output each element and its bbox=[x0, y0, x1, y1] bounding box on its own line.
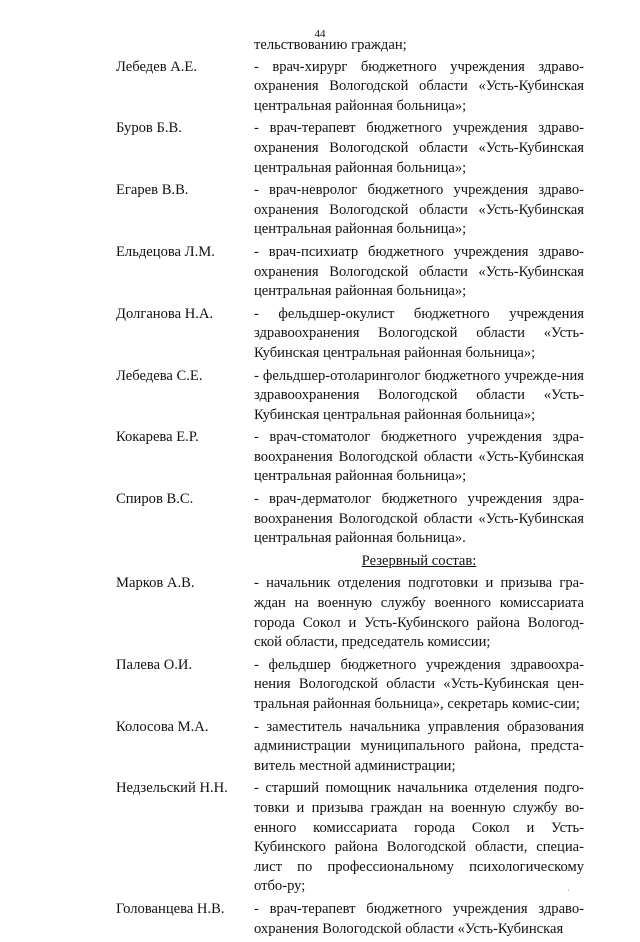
footer-mark: · bbox=[567, 886, 570, 895]
member-role: - фельдшер-отоларинголог бюджетного учрежде-ния здравоохранения Вологодской области «Усть-Кубинская центральная районная больница»; bbox=[254, 367, 584, 423]
reserve-name: Марков А.В. bbox=[116, 575, 195, 592]
member-entry bbox=[116, 58, 584, 117]
member-entry bbox=[116, 119, 584, 178]
member-role: - врач-терапевт бюджетного учреждения здраво-охранения Вологодской области «Усть-Кубинская центральная районная больница»; bbox=[254, 120, 584, 176]
reserve-name: Палева О.И. bbox=[116, 656, 193, 673]
page-number: 44 bbox=[314, 28, 326, 40]
reserve-name: Недзельский Н.Н. bbox=[116, 780, 228, 797]
member-entry bbox=[116, 428, 584, 487]
reserve-entry bbox=[116, 656, 584, 715]
reserve-heading: Резервный состав: bbox=[361, 552, 477, 569]
reserve-name: Колосова М.А. bbox=[116, 718, 209, 735]
reserve-role: - старший помощник начальника отделения подго-товки и призыва граждан на военную службу во-енного комиссариата города Сокол и Усть-Кубинского района Вологодской области, специа-лист по профессиональному психологическому отбо-ру; bbox=[254, 780, 584, 895]
reserve-entry bbox=[116, 574, 584, 652]
member-role: - врач-психиатр бюджетного учреждения здраво-охранения Вологодской области «Усть-Кубинская центральная районная больница»; bbox=[254, 243, 584, 300]
member-entry bbox=[116, 305, 584, 364]
member-name: Лебедева С.Е. bbox=[116, 367, 203, 384]
main-members bbox=[116, 58, 584, 549]
member-entry bbox=[116, 490, 584, 549]
member-name: Кокарева Е.Р. bbox=[116, 429, 199, 446]
member-entry bbox=[116, 181, 584, 240]
member-role: - врач-дерматолог бюджетного учреждения здра-воохранения Вологодской области «Усть-Кубинская центральная районная больница». bbox=[254, 491, 584, 547]
reserve-role: - заместитель начальника управления образования администрации муниципального района, предста-витель местной администрации; bbox=[254, 718, 584, 774]
reserve-members bbox=[116, 574, 584, 939]
member-name: Лебедев А.Е. bbox=[116, 58, 197, 75]
member-entry bbox=[116, 367, 584, 426]
reserve-entry bbox=[116, 779, 584, 897]
reserve-entry bbox=[116, 718, 584, 777]
member-name: Ельдецова Л.М. bbox=[116, 243, 215, 260]
continuation-text: тельствованию граждан; bbox=[254, 37, 407, 53]
member-role: - фельдшер-окулист бюджетного учреждения здравоохранения Вологодской области «Усть-Кубинская центральная районная больница»; bbox=[254, 305, 584, 361]
member-role: - врач-невролог бюджетного учреждения здраво-охранения Вологодской области «Усть-Кубинская центральная районная больница»; bbox=[254, 182, 584, 238]
member-role: - врач-стоматолог бюджетного учреждения здра-воохранения Вологодской области «Усть-Кубинская центральная районная больница»; bbox=[254, 429, 584, 485]
reserve-role: - фельдшер бюджетного учреждения здравоохра-нения Вологодской области «Усть-Кубинская цен-тральная районная больница», секретарь комис-сии; bbox=[254, 656, 584, 712]
member-name: Буров Б.В. bbox=[116, 120, 182, 137]
member-entry bbox=[116, 243, 584, 302]
reserve-entry bbox=[116, 900, 584, 939]
commission-list bbox=[116, 36, 584, 942]
reserve-name: Голованцева Н.В. bbox=[116, 900, 225, 917]
member-role: - врач-хирург бюджетного учреждения здраво-охранения Вологодской области «Усть-Кубинская центральная районная больница»; bbox=[254, 58, 584, 114]
reserve-role: - врач-терапевт бюджетного учреждения здраво-охранения Вологодской области «Усть-Кубинская bbox=[254, 900, 584, 937]
member-name: Спиров В.С. bbox=[116, 491, 194, 508]
member-name: Долганова Н.А. bbox=[116, 305, 214, 322]
member-name: Егарев В.В. bbox=[116, 182, 189, 199]
reserve-role: - начальник отделения подготовки и призыва гра-ждан на военную службу военного комиссариата города Сокол и Усть-Кубинского района Вологод-ской области, председатель комиссии; bbox=[254, 575, 584, 651]
